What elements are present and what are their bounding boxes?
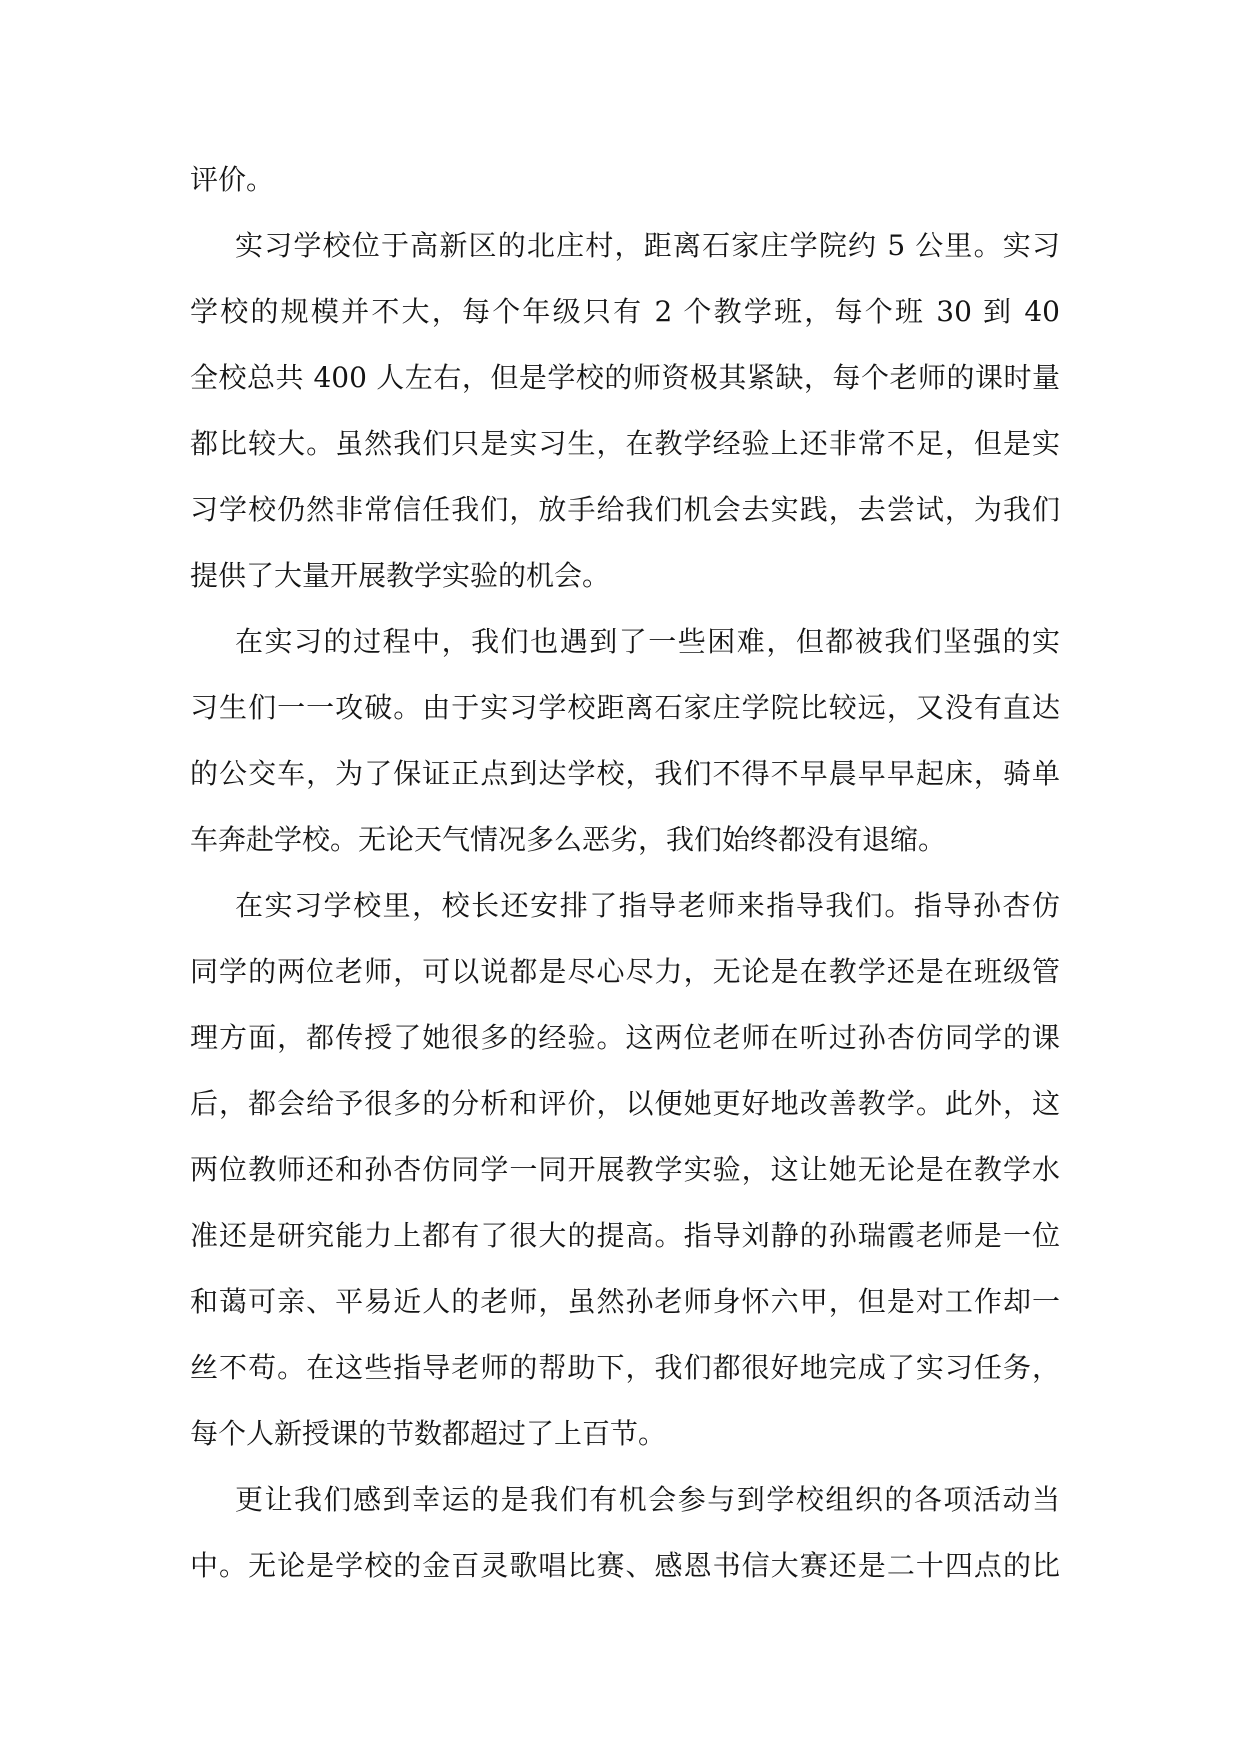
text-line: 习学校仍然非常信任我们，放手给我们机会去实践，去尝试，为我们 bbox=[190, 493, 1060, 526]
text-line: 更让我们感到幸运的是我们有机会参与到学校组织的各项活动当 bbox=[235, 1483, 1060, 1516]
text-line: 后，都会给予很多的分析和评价，以便她更好地改善教学。此外，这 bbox=[190, 1087, 1060, 1120]
text-line: 中。无论是学校的金百灵歌唱比赛、感恩书信大赛还是二十四点的比 bbox=[190, 1549, 1060, 1582]
paragraph bbox=[190, 873, 1060, 1467]
text-line: 和蔼可亲、平易近人的老师，虽然孙老师身怀六甲，但是对工作却一 bbox=[190, 1285, 1060, 1318]
text-line: 实习学校位于高新区的北庄村，距离石家庄学院约 5 公里。实习 bbox=[235, 229, 1060, 262]
text-line: 的公交车，为了保证正点到达学校，我们不得不早晨早早起床，骑单 bbox=[190, 757, 1060, 790]
text-line: 每个人新授课的节数都超过了上百节。 bbox=[190, 1417, 667, 1450]
document-body bbox=[190, 147, 1060, 1599]
text-line: 全校总共 400 人左右，但是学校的师资极其紧缺，每个老师的课时量 bbox=[190, 361, 1060, 394]
text-line: 习生们一一攻破。由于实习学校距离石家庄学院比较远，又没有直达 bbox=[190, 691, 1060, 724]
text-line: 都比较大。虽然我们只是实习生，在教学经验上还非常不足，但是实 bbox=[190, 427, 1060, 460]
paragraph bbox=[190, 1467, 1060, 1599]
text-line: 两位教师还和孙杏仿同学一同开展教学实验，这让她无论是在教学水 bbox=[190, 1153, 1060, 1186]
paragraph bbox=[190, 147, 1060, 213]
paragraph bbox=[190, 213, 1060, 609]
paragraph bbox=[190, 609, 1060, 873]
text-line: 准还是研究能力上都有了很大的提高。指导刘静的孙瑞霞老师是一位 bbox=[190, 1219, 1060, 1252]
text-line: 评价。 bbox=[190, 163, 275, 196]
text-line: 在实习学校里，校长还安排了指导老师来指导我们。指导孙杏仿 bbox=[235, 889, 1060, 922]
text-line: 理方面，都传授了她很多的经验。这两位老师在听过孙杏仿同学的课 bbox=[190, 1021, 1060, 1054]
text-line: 提供了大量开展教学实验的机会。 bbox=[190, 559, 611, 592]
text-line: 学校的规模并不大，每个年级只有 2 个教学班，每个班 30 到 40 bbox=[190, 295, 1060, 328]
text-line: 同学的两位老师，可以说都是尽心尽力，无论是在教学还是在班级管 bbox=[190, 955, 1060, 988]
text-line: 在实习的过程中，我们也遇到了一些困难，但都被我们坚强的实 bbox=[235, 625, 1060, 658]
text-line: 丝不苟。在这些指导老师的帮助下，我们都很好地完成了实习任务， bbox=[190, 1351, 1060, 1384]
text-line: 车奔赴学校。无论天气情况多么恶劣，我们始终都没有退缩。 bbox=[190, 823, 947, 856]
